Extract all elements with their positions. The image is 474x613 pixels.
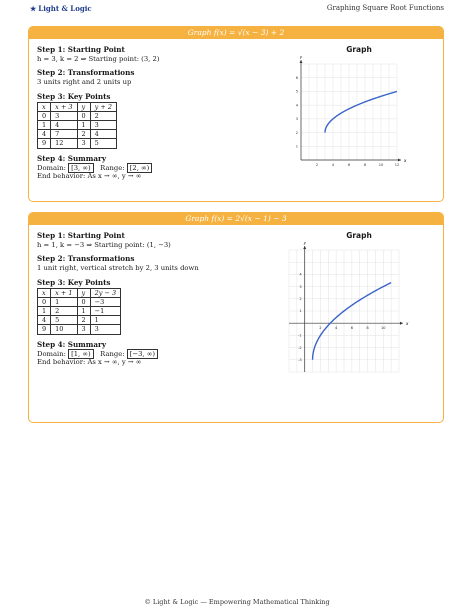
- table-cell: 3: [77, 139, 90, 148]
- table-header-cell: y: [77, 288, 90, 297]
- domain-label: Domain:: [37, 163, 66, 172]
- graph-title: Graph: [346, 45, 372, 54]
- step1-title: Step 1: Starting Point: [37, 231, 125, 240]
- step3-title: Step 3: Key Points: [37, 277, 111, 287]
- table-cell: 3: [90, 325, 121, 334]
- domain-range-line: [37, 164, 273, 172]
- table-cell: −1: [90, 307, 121, 316]
- table-row: [38, 130, 117, 139]
- range-value: [−3, ∞): [127, 349, 158, 359]
- x-tick-label: 4: [334, 326, 338, 331]
- table-cell: 1: [90, 316, 121, 325]
- table-row: [38, 307, 121, 316]
- table-cell: 2: [51, 307, 77, 316]
- table-row: [38, 139, 117, 148]
- table-cell: 5: [90, 139, 116, 148]
- function-curve: [325, 91, 397, 132]
- table-header-cell: x + 3: [51, 102, 77, 111]
- brand-name: Light & Logic: [38, 3, 92, 13]
- y-tick-label: -2: [298, 345, 302, 350]
- table-cell: 3: [77, 325, 90, 334]
- table-cell: 3: [51, 112, 77, 121]
- running-title: Graphing Square Root Functions: [326, 4, 444, 12]
- table-cell: 10: [51, 325, 77, 334]
- table-cell: 9: [38, 325, 51, 334]
- x-tick-label: 4: [331, 163, 335, 166]
- x-tick-label: 10: [380, 326, 386, 331]
- step1-text: h = 3, k = 2 ⇒ Starting point: (3, 2): [37, 55, 160, 63]
- y-tick-label: 3: [295, 117, 298, 122]
- table-row: [38, 316, 121, 325]
- domain-label: Domain:: [37, 349, 66, 358]
- x-tick-label: 2: [319, 326, 322, 331]
- star-icon: ★: [30, 3, 37, 13]
- y-tick-label: 2: [295, 130, 298, 135]
- table-row: [38, 112, 117, 121]
- table-row: [38, 325, 121, 334]
- table-cell: −3: [90, 298, 121, 307]
- table-cell: 1: [51, 298, 77, 307]
- example-card-1: [28, 26, 444, 202]
- table-cell: 4: [51, 121, 77, 130]
- x-axis-label: x: [406, 321, 409, 327]
- y-tick-label: 1: [299, 309, 302, 314]
- table-cell: 0: [38, 298, 51, 307]
- solution-steps: [37, 231, 273, 367]
- x-tick-label: 6: [350, 326, 354, 331]
- x-axis-arrow: [398, 159, 401, 162]
- table-cell: 4: [38, 130, 51, 139]
- table-cell: 1: [38, 121, 51, 130]
- y-tick-label: -1: [298, 333, 302, 338]
- example-card-2: [28, 212, 444, 423]
- step2-title: Step 2: Transformations: [37, 254, 135, 264]
- y-tick-label: 2: [299, 297, 302, 301]
- table-cell: 12: [51, 139, 77, 148]
- graph-title: Graph: [346, 231, 372, 240]
- y-axis-arrow: [303, 246, 306, 249]
- x-tick-label: 12: [394, 163, 400, 166]
- y-tick-label: 3: [299, 284, 302, 289]
- table-cell: 2: [90, 112, 116, 121]
- x-tick-label: 10: [378, 163, 384, 166]
- step2-text: 1 unit right, vertical stretch by 2, 3 units down: [37, 264, 199, 273]
- table-header-cell: x + 1: [51, 288, 77, 297]
- x-axis-label: x: [404, 158, 407, 163]
- table-cell: 0: [77, 298, 90, 307]
- table-row: [38, 298, 121, 307]
- step2-title: Step 2: Transformations: [37, 68, 135, 78]
- step4-title: Step 4: Summary: [37, 339, 107, 349]
- table-cell: 0: [38, 112, 51, 121]
- page-footer: © Light & Logic — Empowering Mathematical Thinking: [144, 598, 330, 606]
- table-header-cell: x: [38, 288, 51, 297]
- table-cell: 4: [38, 316, 51, 325]
- table-cell: 1: [77, 121, 90, 130]
- x-tick-label: 2: [315, 163, 319, 166]
- table-cell: 4: [90, 130, 116, 139]
- step3-title: Step 3: Key Points: [37, 91, 111, 101]
- key-points-table: [37, 102, 117, 149]
- solution-steps: [37, 45, 273, 181]
- y-tick-label: 4: [295, 103, 298, 108]
- table-header-row: [38, 288, 121, 297]
- end-behavior: End behavior: As x → ∞, y → ∞: [37, 172, 142, 181]
- y-tick-label: 6: [295, 75, 298, 80]
- y-axis-label: y: [300, 56, 303, 59]
- table-cell: 2: [77, 130, 90, 139]
- range-label: Range:: [100, 163, 125, 172]
- table-cell: 1: [77, 307, 90, 316]
- table-cell: 3: [90, 121, 116, 130]
- table-row: [38, 121, 117, 130]
- graph-panel: [279, 231, 439, 386]
- table-cell: 1: [38, 307, 51, 316]
- x-tick-label: 6: [347, 163, 351, 166]
- step1-title: Step 1: Starting Point: [37, 45, 125, 54]
- domain-value: [3, ∞): [68, 163, 94, 173]
- table-header-cell: x: [38, 102, 51, 111]
- table-cell: 5: [51, 316, 77, 325]
- table-header-cell: 2y − 3: [90, 288, 121, 297]
- end-behavior: End behavior: As x → ∞, y → ∞: [37, 358, 142, 367]
- graph-1: [279, 56, 439, 166]
- step4-title: Step 4: Summary: [37, 153, 107, 163]
- table-header-cell: y: [77, 102, 90, 111]
- table-header-row: [38, 102, 117, 111]
- y-tick-label: 4: [299, 272, 302, 277]
- x-tick-label: 8: [366, 326, 369, 331]
- x-tick-label: 8: [363, 163, 367, 166]
- x-axis-arrow: [400, 322, 403, 325]
- key-points-table: [37, 288, 121, 335]
- table-cell: 7: [51, 130, 77, 139]
- range-label: Range:: [100, 349, 125, 358]
- y-axis-label: y: [303, 242, 307, 245]
- table-cell: 0: [77, 112, 90, 121]
- y-tick-label: -3: [298, 358, 302, 362]
- card-title: Graph f(x) = 2√(x − 1) − 3: [29, 213, 443, 225]
- step1-text: h = 1, k = −3 ⇒ Starting point: (1, −3): [37, 241, 171, 249]
- table-cell: 2: [77, 316, 90, 325]
- table-header-cell: y + 2: [90, 102, 116, 111]
- graph-panel: [279, 45, 439, 170]
- range-value: [2, ∞): [127, 163, 153, 173]
- brand: [30, 4, 92, 13]
- domain-value: [1, ∞): [68, 349, 94, 359]
- card-title: Graph f(x) = √(x − 3) + 2: [29, 27, 443, 39]
- y-axis-arrow: [300, 60, 303, 63]
- domain-range-line: [37, 350, 273, 358]
- graph-2: [279, 242, 439, 382]
- y-tick-label: 5: [295, 89, 298, 94]
- y-tick-label: 1: [295, 144, 298, 149]
- page-header: [30, 0, 444, 16]
- table-cell: 9: [38, 139, 51, 148]
- step2-text: 3 units right and 2 units up: [37, 78, 132, 87]
